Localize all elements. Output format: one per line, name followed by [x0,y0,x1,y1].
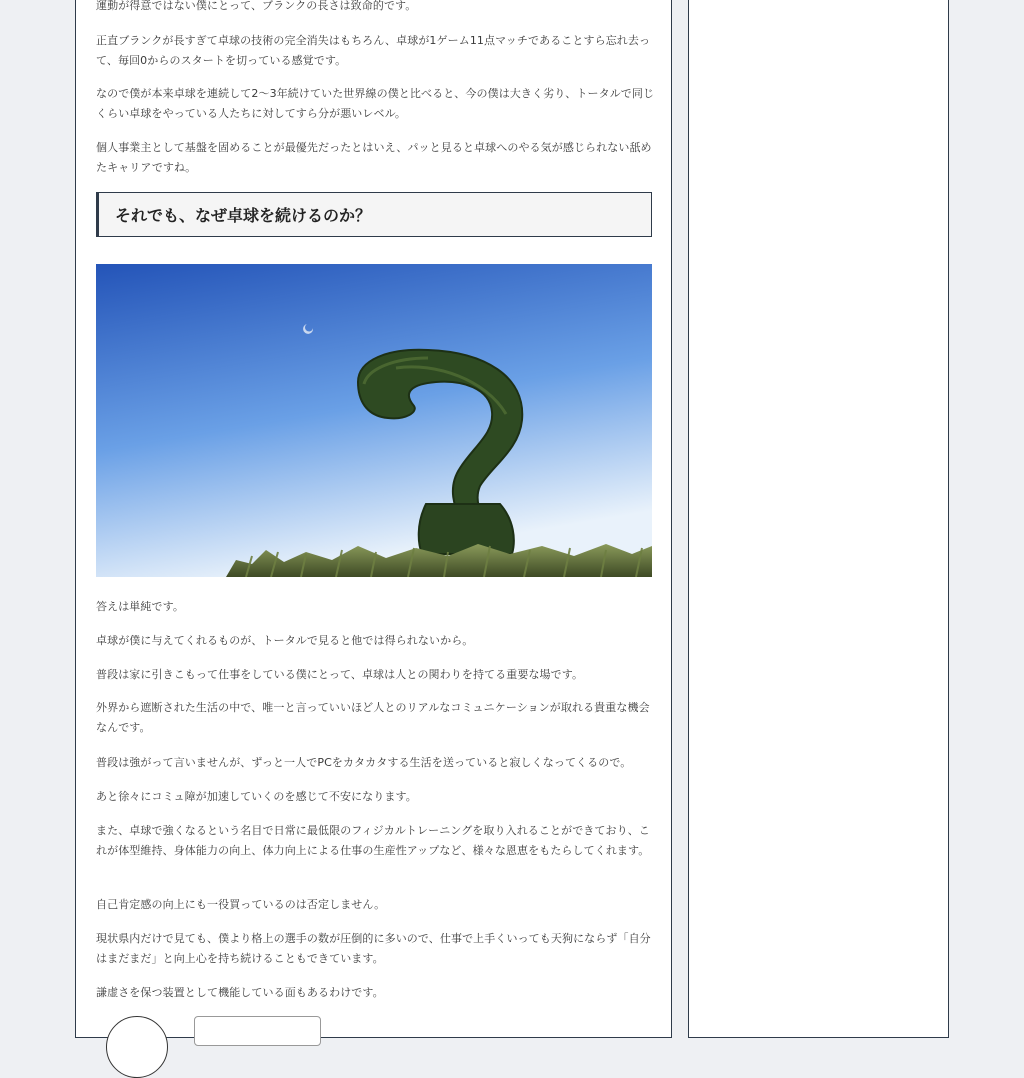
paragraph: 卓球が僕に与えてくれるものが、トータルで見ると他では得られないから。 [96,634,474,647]
paragraph: 個人事業主として基盤を固めることが最優先だったとはいえ、パッと見ると卓球へのやる気が感じられない舐めたキャリアですね。 [96,141,652,174]
avatar [106,1016,168,1078]
paragraph: また、卓球で強くなるという名目で日常に最低限のフィジカルトレーニングを取り入れることができており、これが体型維持、身体能力の向上、体力向上による仕事の生産性アップなど、様々な恩恵をもたらしてくれます。 [96,824,650,857]
paragraph: 謙虚さを保つ装置として機能している面もあるわけです。 [96,986,384,999]
section-heading-text: それでも、なぜ卓球を続けるのか？ [115,206,372,225]
hero-illustration [96,264,652,577]
sidebar-card [688,0,949,1038]
section-heading [96,192,652,237]
paragraph: 普段は強がって言いませんが、ずっと一人でPCをカタカタする生活を送っていると寂しくなってくるので。 [96,756,632,769]
paragraph: 自己肯定感の向上にも一役買っているのは否定しません。 [96,898,386,911]
paragraph: 現状県内だけで見ても、僕より格上の選手の数が圧倒的に多いので、仕事で上手くいっても天狗にならず「自分はまだまだ」と向上心を持ち続けることもできています。 [96,932,651,965]
paragraph: 普段は家に引きこもって仕事をしている僕にとって、卓球は人との関わりを持てる重要な場です。 [96,668,584,681]
paragraph: 外界から遮断された生活の中で、唯一と言っていいほど人とのリアルなコミュニケーションが取れる貴重な機会なんです。 [96,701,650,734]
paragraph: 正直ブランクが長すぎて卓球の技術の完全消失はもちろん、卓球が1ゲーム11点マッチであることすら忘れ去って、毎回0からのスタートを切っている感覚です。 [96,34,651,67]
paragraph: 答えは単純です。 [96,600,184,613]
paragraph: 運動が得意ではない僕にとって、ブランクの長さは致命的です。 [96,0,417,12]
speech-bubble [194,1016,321,1046]
paragraph: なので僕が本来卓球を連続して2〜3年続けていた世界線の僕と比べると、今の僕は大きく劣り、トータルで同じくらい卓球をやっている人たちに対してすら分が悪いレベル。 [96,87,655,120]
paragraph: あと徐々にコミュ障が加速していくのを感じて不安になります。 [96,790,417,803]
question-mark-topiary-image [96,264,652,577]
